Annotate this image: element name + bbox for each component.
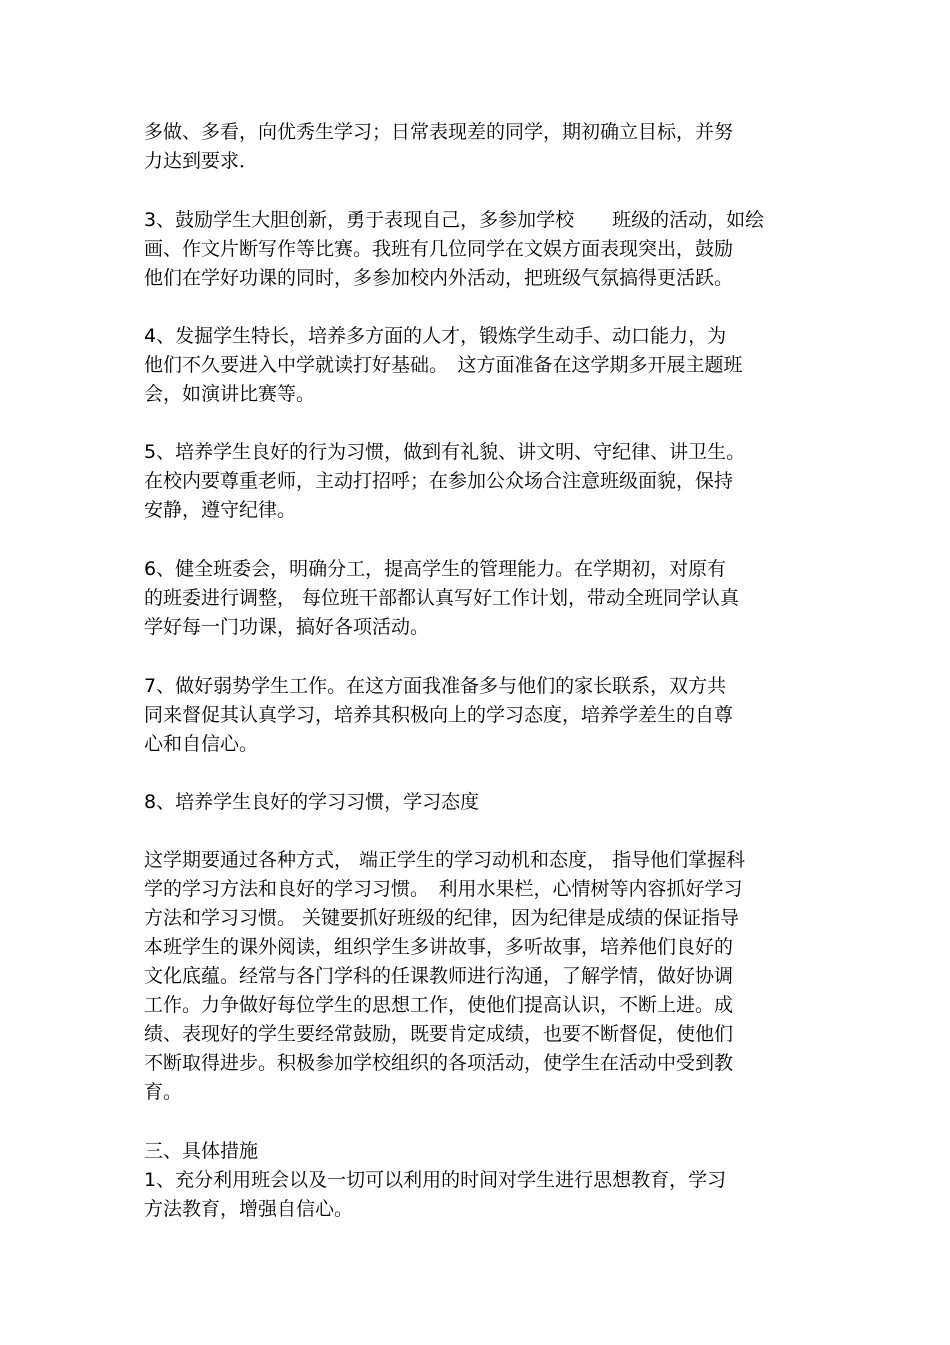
body-paragraph-line-5: 文化底蕴。经常与各门学科的任课教师进行沟通，了解学情，做好协调 [144, 965, 734, 987]
body-paragraph-line-7: 绩、表现好的学生要经常鼓励，既要肯定成绩，也要不断督促，使他们 [144, 1023, 734, 1045]
body-paragraph-line-9: 育。 [144, 1081, 183, 1103]
item-4-line-2: 他们不久要进入中学就读打好基础。 这方面准备在这学期多开展主题班 [144, 354, 743, 376]
body-paragraph-line-2: 学的学习方法和良好的学习习惯。 利用水果栏，心情树等内容抓好学习 [144, 878, 743, 900]
body-paragraph-line-6: 工作。力争做好每位学生的思想工作，使他们提高认识，不断上进。成 [144, 994, 734, 1016]
paragraph-2-line-1: 多做、多看，向优秀生学习；日常表现差的同学，期初确立目标，并努 [144, 121, 734, 143]
item-7-line-2: 同来督促其认真学习，培养其积极向上的学习态度，培养学差生的自尊 [144, 704, 734, 726]
measure-1-line-1: 1、充分利用班会以及一切可以利用的时间对学生进行思想教育，学习 [144, 1169, 727, 1191]
measure-1-line-2: 方法教育，增强自信心。 [144, 1198, 354, 1220]
item-3-line-2: 画、作文片断写作等比赛。我班有几位同学在文娱方面表现突出，鼓励 [144, 238, 734, 260]
item-4-line-1: 4、发掘学生特长，培养多方面的人才，锻炼学生动手、动口能力，为 [144, 325, 727, 347]
paragraph-2-line-2: 力达到要求． [144, 150, 259, 172]
item-6-line-2: 的班委进行调整， 每位班干部都认真写好工作计划，带动全班同学认真 [144, 587, 740, 609]
item-5-line-1: 5、培养学生良好的行为习惯，做到有礼貌、讲文明、守纪律、讲卫生。 [144, 441, 746, 463]
item-4-line-3: 会，如演讲比赛等。 [144, 383, 316, 405]
body-paragraph-line-1: 这学期要通过各种方式， 端正学生的学习动机和态度， 指导他们掌握科 [144, 849, 746, 871]
item-5-line-3: 安静，遵守纪律。 [144, 499, 297, 521]
body-paragraph-line-8: 不断取得进步。积极参加学校组织的各项活动，使学生在活动中受到教 [144, 1052, 734, 1074]
item-6-line-3: 学好每一门功课，搞好各项活动。 [144, 616, 430, 638]
item-7-line-3: 心和自信心。 [144, 733, 259, 755]
body-paragraph-line-4: 本班学生的课外阅读，组织学生多讲故事，多听故事，培养他们良好的 [144, 936, 734, 958]
item-5-line-2: 在校内要尊重老师，主动打招呼；在参加公众场合注意班级面貌，保持 [144, 470, 734, 492]
section-3-heading: 三、具体措施 [144, 1140, 259, 1162]
item-3-line-1: 3、鼓励学生大胆创新，勇于表现自己，多参加学校 班级的活动，如绘 [144, 209, 765, 231]
item-6-line-1: 6、健全班委会，明确分工，提高学生的管理能力。在学期初，对原有 [144, 558, 727, 580]
body-paragraph-line-3: 方法和学习习惯。 关键要抓好班级的纪律，因为纪律是成绩的保证指导 [144, 907, 740, 929]
item-3-line-3: 他们在学好功课的同时，多参加校内外活动，把班级气氛搞得更活跃。 [144, 267, 734, 289]
item-7-line-1: 7、做好弱势学生工作。在这方面我准备多与他们的家长联系，双方共 [144, 675, 727, 697]
item-8-heading: 8、培养学生良好的学习习惯，学习态度 [144, 791, 480, 813]
